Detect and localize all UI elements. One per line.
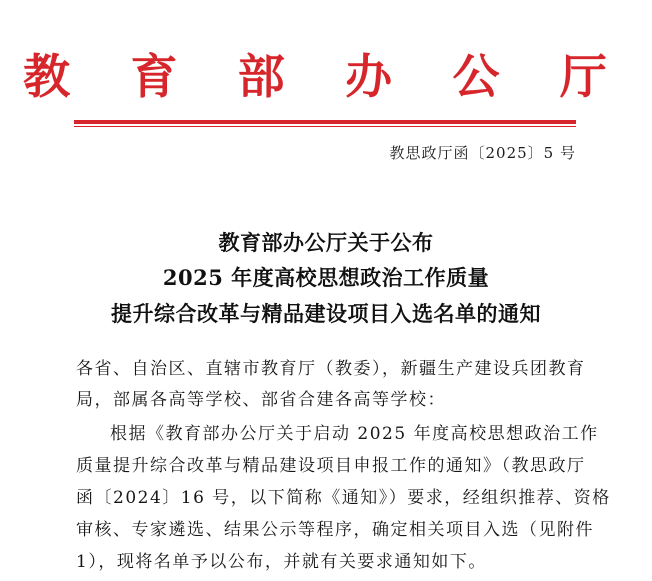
body-line-4: 质量提升综合改革与精品建设项目申报工作的通知》（教思政厅 [76,456,586,476]
body-line-1: 各省、自治区、直辖市教育厅（教委），新疆生产建设兵团教育 [76,359,586,379]
body-line-6: 审核、专家遴选、结果公示等程序，确定相关项目入选（见附件 [76,520,594,540]
document-title-line-2: 2025 年度高校思想政治工作质量 [162,265,490,290]
document-title-line-3: 提升综合改革与精品建设项目入选名单的通知 [111,301,541,326]
masthead-title: 教 育 部 办 公 厅 [23,50,629,105]
document-title-line-1: 教育部办公厅关于公布 [218,230,434,255]
body-line-3: 根据《教育部办公厅关于启动 2025 年度高校思想政治工作 [110,424,599,444]
masthead-rule-thick [74,120,576,124]
masthead-rule-thin [74,126,576,127]
body-line-7: 1），现将名单予以公布，并就有关要求通知如下。 [76,552,487,572]
body-line-2: 局，部属各高等学校、部省合建各高等学校： [76,390,446,410]
document-number: 教思政厅函〔2025〕5 号 [389,144,576,162]
body-line-5: 函〔2024〕16 号，以下简称《通知》）要求，经组织推荐、资格 [76,488,611,508]
